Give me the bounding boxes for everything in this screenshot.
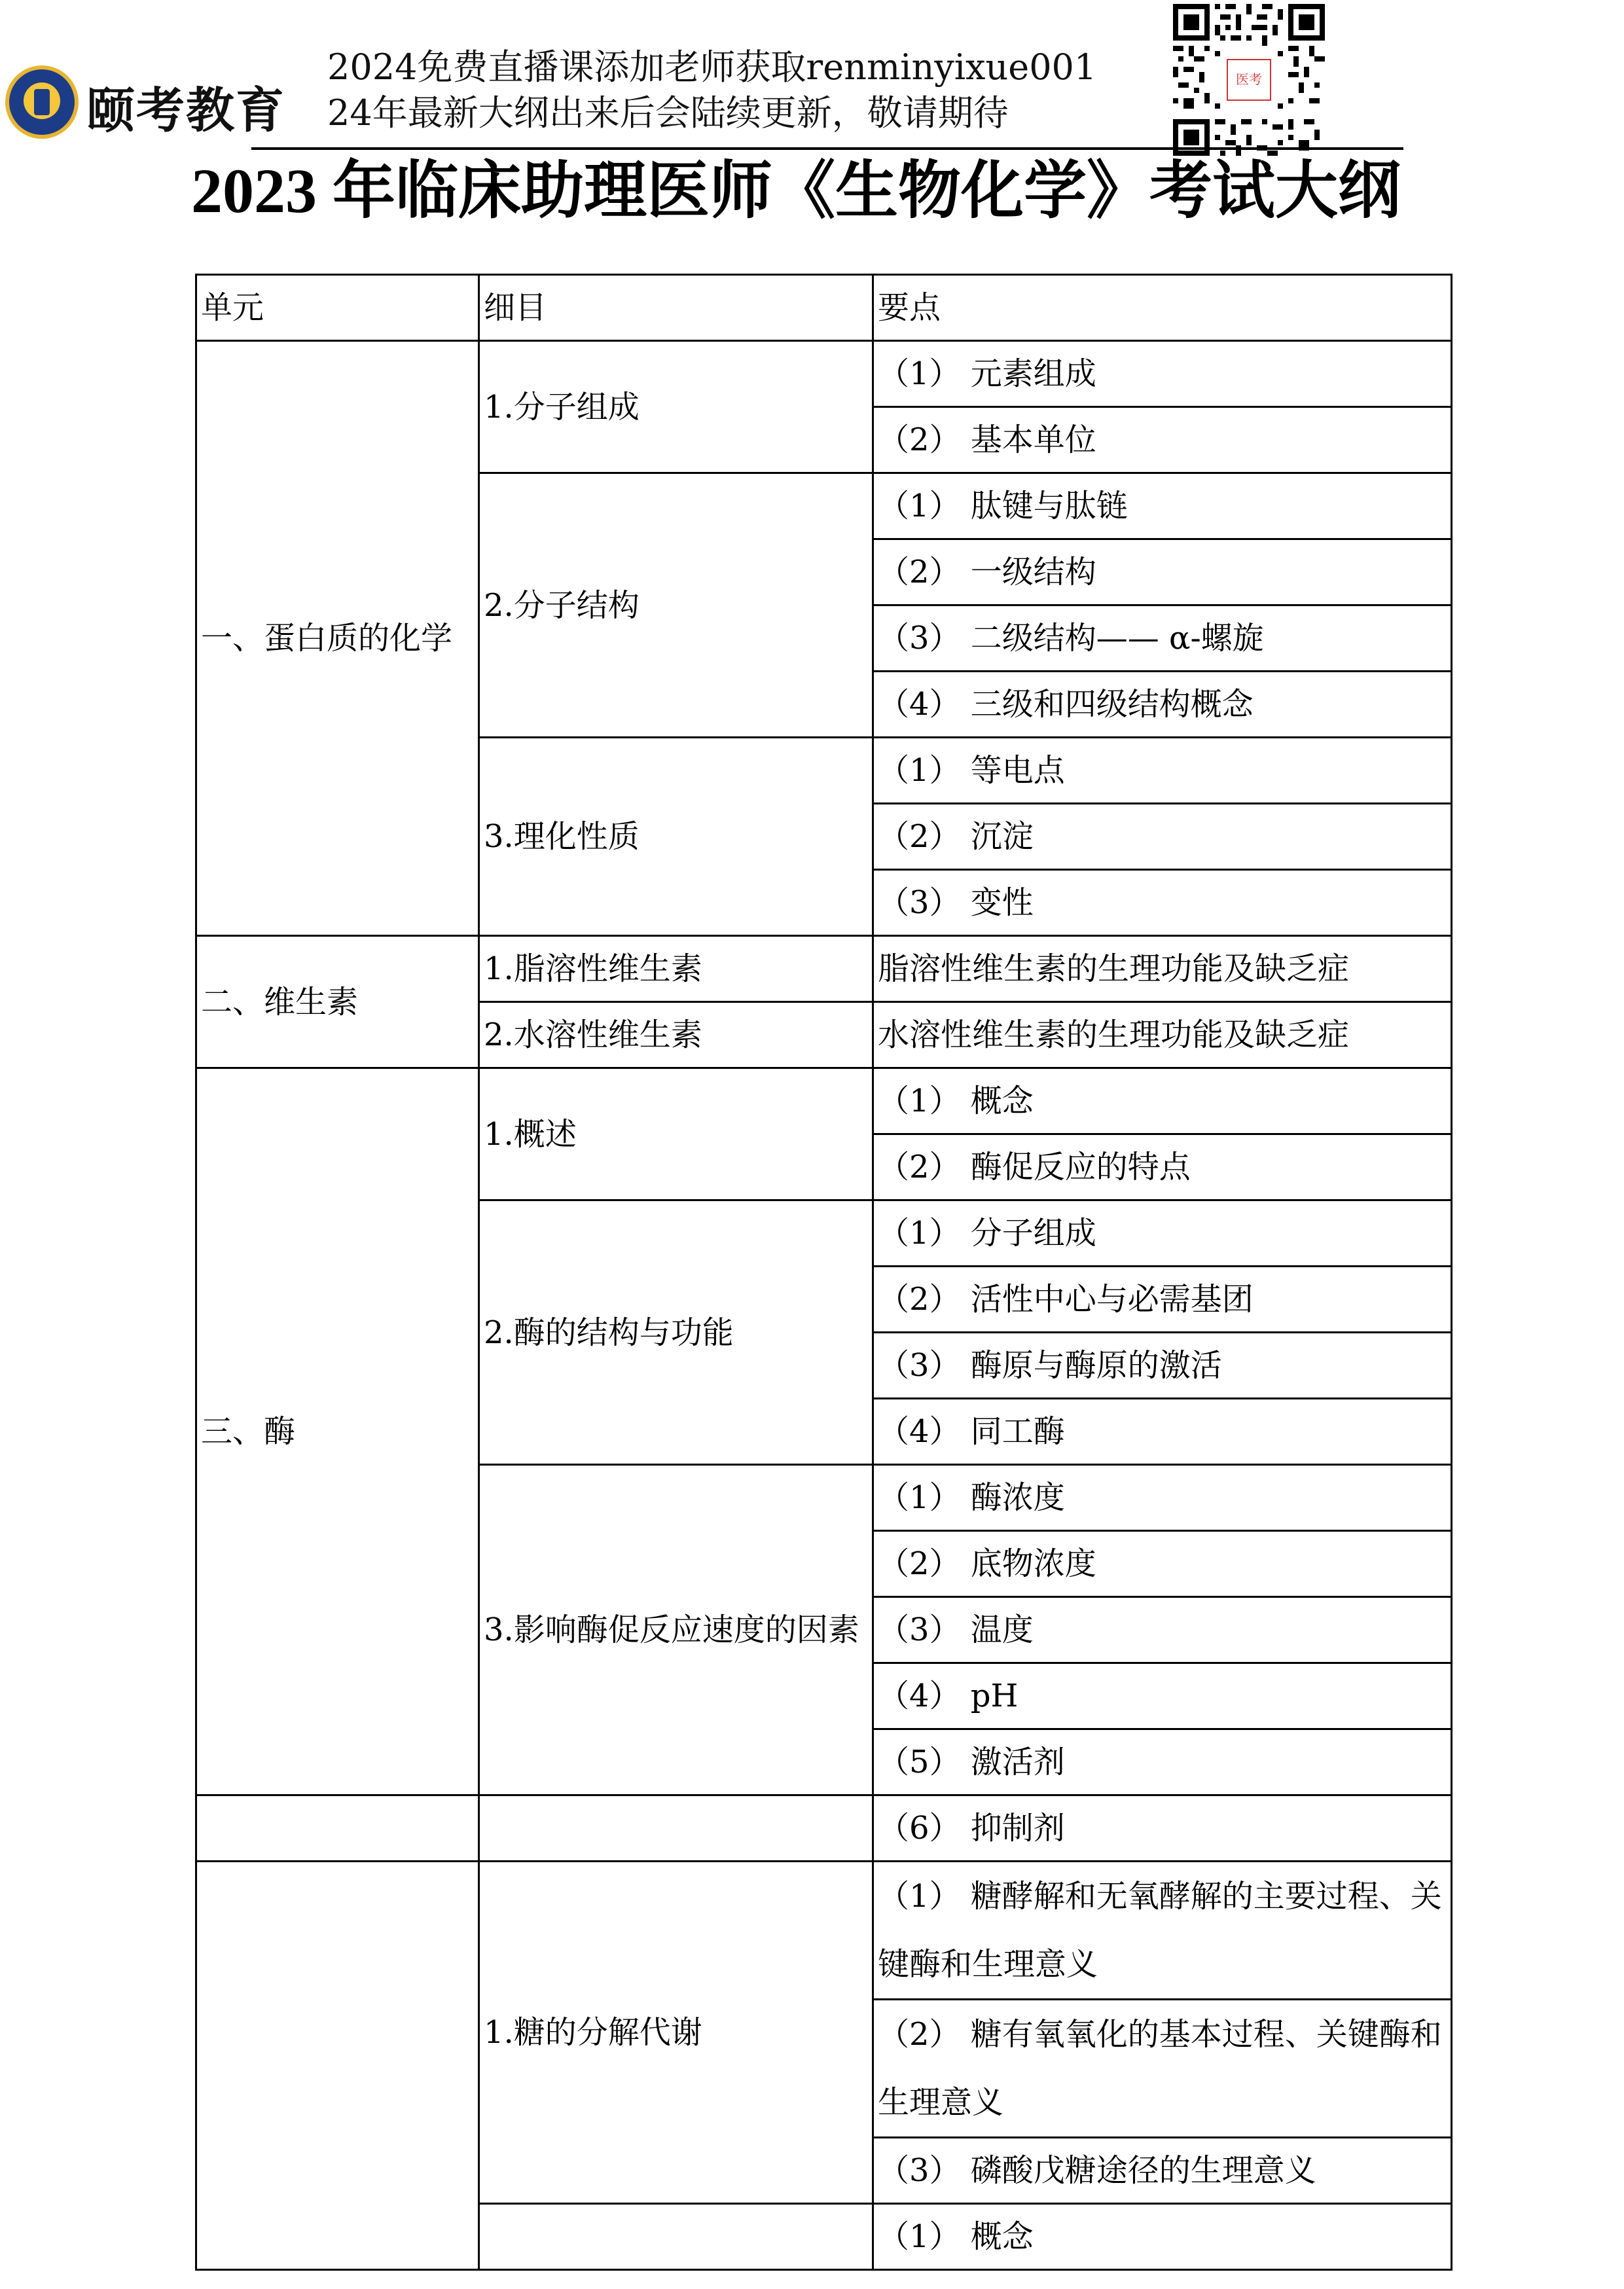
point-cell: 水溶性维生素的生理功能及缺乏症 [873, 1002, 1452, 1068]
point-cell: （1） 元素组成 [873, 341, 1452, 407]
column-header-points: 要点 [873, 275, 1452, 341]
syllabus-table [195, 274, 1453, 2271]
point-cell: （2） 酶促反应的特点 [873, 1134, 1452, 1200]
point-cell: （4） 三级和四级结构概念 [873, 672, 1452, 738]
point-cell: （2） 糖有氧氧化的基本过程、关键酶和生理意义 [873, 2000, 1452, 2138]
point-cell: （1） 肽键与肽链 [873, 473, 1452, 539]
table-row [196, 341, 1452, 407]
qr-code-icon [1173, 4, 1325, 156]
unit-cell: 三、酶 [196, 1068, 479, 1795]
unit-cell-empty [196, 1795, 479, 1862]
table-row [196, 936, 1452, 1002]
table-row [196, 1862, 1452, 2000]
brand-emblem-icon [5, 65, 79, 139]
unit-cell: 一、蛋白质的化学 [196, 341, 479, 936]
item-cell: 1.概述 [479, 1068, 873, 1200]
item-cell: 2.分子结构 [479, 473, 873, 738]
item-cell: 3.理化性质 [479, 738, 873, 936]
document-title: 2023 年临床助理医师《生物化学》考试大纲 [191, 156, 1401, 226]
point-cell: （2） 沉淀 [873, 804, 1452, 870]
unit-cell [196, 1862, 479, 2270]
point-cell: （2） 活性中心与必需基团 [873, 1267, 1452, 1333]
point-cell: （1） 糖酵解和无氧酵解的主要过程、关键酶和生理意义 [873, 1862, 1452, 2000]
qr-center-badge: 医考 [1227, 59, 1271, 101]
promo-line-2: 24年最新大纲出来后会陆续更新，敬请期待 [327, 92, 1009, 134]
point-cell: （3） 变性 [873, 870, 1452, 936]
point-cell: （1） 概念 [873, 2204, 1452, 2270]
item-cell-empty [479, 1795, 873, 1862]
point-cell: （6） 抑制剂 [873, 1795, 1452, 1862]
item-cell: 3.影响酶促反应速度的因素 [479, 1465, 873, 1795]
item-cell: 2.酶的结构与功能 [479, 1200, 873, 1465]
table-header-row [196, 275, 1452, 341]
brand-name: 颐考教育 [86, 82, 285, 139]
point-cell: （2） 底物浓度 [873, 1531, 1452, 1597]
point-cell: （2） 一级结构 [873, 539, 1452, 605]
point-cell: （2） 基本单位 [873, 407, 1452, 473]
point-cell: （5） 激活剂 [873, 1729, 1452, 1795]
header-divider [251, 147, 1403, 150]
point-cell: （4） 同工酶 [873, 1399, 1452, 1465]
column-header-unit: 单元 [196, 275, 479, 341]
item-cell-empty [479, 2204, 873, 2270]
unit-cell: 二、维生素 [196, 936, 479, 1068]
point-cell: 脂溶性维生素的生理功能及缺乏症 [873, 936, 1452, 1002]
item-cell: 1.糖的分解代谢 [479, 1862, 873, 2204]
point-cell: （3） 酶原与酶原的激活 [873, 1333, 1452, 1399]
item-cell: 2.水溶性维生素 [479, 1002, 873, 1068]
point-cell: （1） 酶浓度 [873, 1465, 1452, 1531]
item-cell: 1.分子组成 [479, 341, 873, 473]
point-cell: （1） 分子组成 [873, 1200, 1452, 1267]
point-cell: （3） 磷酸戊糖途径的生理意义 [873, 2138, 1452, 2204]
point-cell: （3） 二级结构—— α-螺旋 [873, 605, 1452, 672]
column-header-item: 细目 [479, 275, 873, 341]
table-row [196, 1795, 1452, 1862]
point-cell: （1） 概念 [873, 1068, 1452, 1134]
table-row [196, 1068, 1452, 1134]
point-cell: （3） 温度 [873, 1597, 1452, 1663]
point-cell: （1） 等电点 [873, 738, 1452, 804]
item-cell: 1.脂溶性维生素 [479, 936, 873, 1002]
point-cell: （4） pH [873, 1663, 1452, 1729]
brand-logo [5, 63, 293, 144]
promo-line-1: 2024免费直播课添加老师获取renminyixue001 [327, 46, 1097, 88]
